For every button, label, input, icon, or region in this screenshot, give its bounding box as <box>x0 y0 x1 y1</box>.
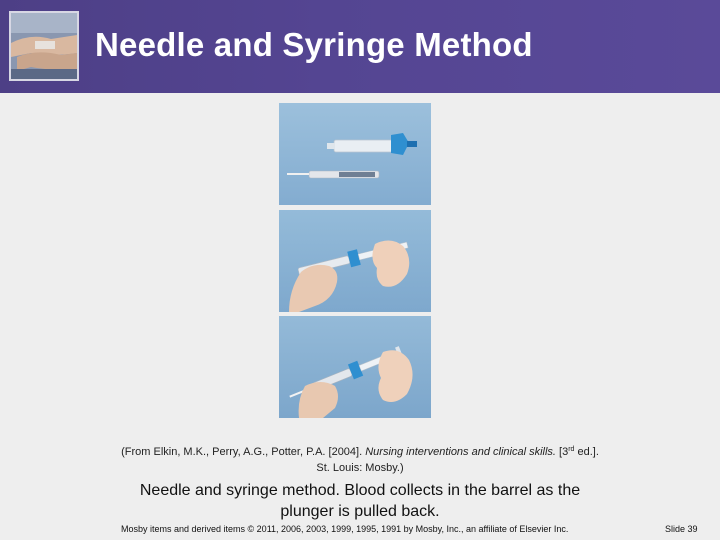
footer-copyright: Mosby items and derived items © 2011, 2006, 2003, 1999, 1995, 1991 by Mosby, Inc., an affiliate of Elsevier Inc. <box>121 524 569 534</box>
citation-text-part3: ed.]. <box>574 446 599 458</box>
caption-line-2: plunger is pulled back. <box>280 503 440 520</box>
header-logo-image <box>9 11 79 81</box>
citation-publisher: St. Louis: Mosby.) <box>316 462 404 474</box>
figure-citation <box>80 442 640 476</box>
citation-superscript: rd <box>568 446 575 453</box>
photo-assembled-syringe <box>279 316 431 418</box>
photo-syringe-and-needle <box>279 103 431 205</box>
citation-text-part2: [3 <box>555 446 569 458</box>
citation-text-part1: (From Elkin, M.K., Perry, A.G., Potter, P.A. [2004]. <box>121 446 366 458</box>
citation-book-title: Nursing interventions and clinical skills. <box>365 446 556 458</box>
slide-title: Needle and Syringe Method <box>95 26 533 63</box>
figure-caption <box>80 480 640 522</box>
slide-number: Slide 39 <box>665 524 698 534</box>
title-bar <box>0 0 720 93</box>
caption-line-1: Needle and syringe method. Blood collects in the barrel as the <box>139 482 581 499</box>
photo-attaching-needle <box>279 210 431 312</box>
